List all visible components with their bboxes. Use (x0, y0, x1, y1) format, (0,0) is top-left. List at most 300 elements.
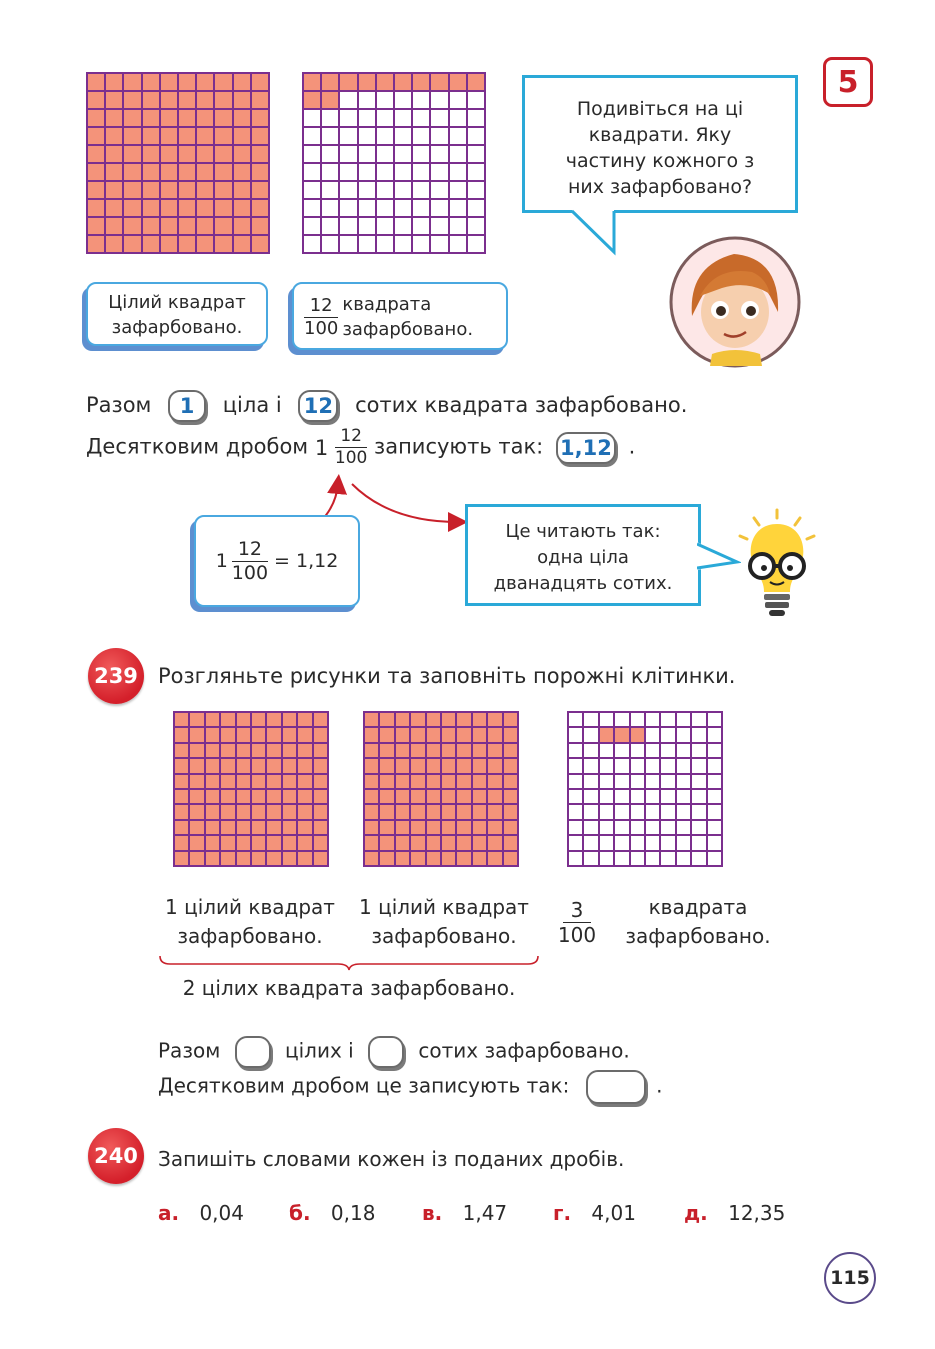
grid-cell (504, 821, 519, 836)
grid-cell (314, 759, 329, 774)
grid-cell (569, 790, 584, 805)
card-fraction-value: $\frac{12}{100}$ (304, 294, 339, 339)
grid-cell (380, 821, 395, 836)
grid-cell (161, 110, 179, 128)
grid-cell (413, 164, 431, 182)
grid-cell (677, 790, 692, 805)
grid-cell (124, 164, 142, 182)
grid-cell (359, 74, 377, 92)
grid-cell (631, 821, 646, 836)
grid-cell (584, 775, 599, 790)
grid-cell (431, 164, 449, 182)
grid-cell (413, 92, 431, 110)
grid-cell (692, 790, 707, 805)
grid-cell (88, 74, 106, 92)
grid-cell (646, 836, 661, 851)
grid-cell (197, 236, 215, 254)
grid-cell (631, 836, 646, 851)
grid-cell (468, 146, 486, 164)
grid-cell (340, 110, 358, 128)
grid-cell (692, 836, 707, 851)
grid-cell (395, 74, 413, 92)
decimal-answer-box: 1,12 (556, 432, 616, 464)
grid-cell (106, 236, 124, 254)
grid-cell (504, 805, 519, 820)
grid-cell (413, 110, 431, 128)
grid-cell (124, 74, 142, 92)
grid-cell (450, 200, 468, 218)
grid-cell (661, 759, 676, 774)
grid-cell (124, 92, 142, 110)
exercise-239-decimal-line: Десятковим дробом це записують так: . (158, 1070, 662, 1104)
grid-cell (431, 200, 449, 218)
grid-cell (488, 805, 503, 820)
grid-cell (396, 728, 411, 743)
grid-cell (88, 146, 106, 164)
grid-cell (413, 200, 431, 218)
grid-cell (161, 200, 179, 218)
grid-cell (692, 821, 707, 836)
grid-cell (708, 790, 723, 805)
grid-cell (692, 805, 707, 820)
grid-cell (431, 110, 449, 128)
grid-cell (413, 218, 431, 236)
grid-cell (237, 836, 252, 851)
grid-cell (206, 744, 221, 759)
grid-cell (237, 790, 252, 805)
grid-cell (252, 74, 270, 92)
grid-cell (304, 146, 322, 164)
grid-cell (473, 805, 488, 820)
grid-cell (457, 821, 472, 836)
grid-cell (283, 821, 298, 836)
grid-cell (431, 218, 449, 236)
grid-cell (677, 836, 692, 851)
card-whole-text: Цілий квадрат зафарбовано. (108, 292, 246, 338)
grid-cell (646, 759, 661, 774)
grid-cell (569, 775, 584, 790)
grid-cell (457, 836, 472, 851)
grid-cell (298, 836, 313, 851)
grid-cell (215, 128, 233, 146)
option-e: д. 12,35 (684, 1201, 786, 1225)
intro-line-decimal: Десятковим дробом 1 $\frac{12}{100}$ записують так: 1,12 . (86, 426, 636, 468)
grid-cell (283, 790, 298, 805)
grid-cell (304, 236, 322, 254)
decimal-answer-input[interactable] (586, 1070, 646, 1104)
grid-cell (179, 92, 197, 110)
grid-cell (488, 836, 503, 851)
grid-cell (395, 92, 413, 110)
grid-cell (377, 200, 395, 218)
grid-cell (179, 218, 197, 236)
grid-cell (252, 128, 270, 146)
grid-cell (631, 805, 646, 820)
grid-cell (431, 146, 449, 164)
grid-cell (206, 852, 221, 867)
grid-cell (569, 713, 584, 728)
grid-cell (267, 728, 282, 743)
grid-cell (161, 146, 179, 164)
grid-cell (190, 759, 205, 774)
grid-cell (708, 759, 723, 774)
grid-cell (468, 200, 486, 218)
grid-cell (677, 744, 692, 759)
grid-cell (340, 218, 358, 236)
grid-cell (442, 775, 457, 790)
intro-line-total: Разом 1 ціла і 12 сотих квадрата зафарбовано. (86, 390, 687, 422)
grid-cell (450, 182, 468, 200)
grid-cell (124, 200, 142, 218)
grid-cell (646, 821, 661, 836)
grid-cell (237, 744, 252, 759)
grid-cell (252, 92, 270, 110)
grid-cell (215, 236, 233, 254)
grid-cell (380, 852, 395, 867)
grid-cell (237, 821, 252, 836)
grid-cell (584, 759, 599, 774)
reading-bubble: Це читають так: одна ціла дванадцять сотих. (465, 504, 701, 606)
grid-cell (283, 805, 298, 820)
grid-cell (252, 713, 267, 728)
grid-cell (314, 852, 329, 867)
grid-cell (215, 146, 233, 164)
grid-cell (365, 775, 380, 790)
grid-cell (380, 836, 395, 851)
grid-cell (161, 218, 179, 236)
grid-cell (600, 744, 615, 759)
grid-cell (179, 74, 197, 92)
grid-cell (468, 218, 486, 236)
grid-cell (252, 805, 267, 820)
grid-cell (411, 852, 426, 867)
grid-cell (175, 744, 190, 759)
grid-cell (365, 744, 380, 759)
grid-cell (569, 836, 584, 851)
grid-cell (396, 852, 411, 867)
grid-cell (298, 713, 313, 728)
grid-cell (252, 852, 267, 867)
exercise-239-instruction: Розгляньте рисунки та заповніть порожні клітинки. (158, 664, 736, 688)
grid-cell (615, 852, 630, 867)
grid-cell (661, 805, 676, 820)
grid-cell (314, 821, 329, 836)
grid-cell (442, 744, 457, 759)
grid-cell (473, 775, 488, 790)
grid-cell (377, 218, 395, 236)
grid-cell (615, 775, 630, 790)
grid-cell (411, 836, 426, 851)
grid-cell (450, 110, 468, 128)
grid-cell (450, 74, 468, 92)
grid-cell (124, 182, 142, 200)
option-a: а. 0,04 (158, 1201, 244, 1225)
grid-cell (359, 218, 377, 236)
grid-cell (267, 790, 282, 805)
grid-cell (661, 836, 676, 851)
grid-cell (234, 92, 252, 110)
grid-cell (143, 164, 161, 182)
grid-cell (411, 728, 426, 743)
grid-cell (267, 713, 282, 728)
grid-cell (143, 74, 161, 92)
chapter-number: 5 (837, 64, 859, 100)
grid-cell (234, 164, 252, 182)
grid-cell (395, 218, 413, 236)
grid-cell (206, 805, 221, 820)
girl-avatar (662, 236, 808, 370)
grid-cell (215, 218, 233, 236)
grid-cell (442, 821, 457, 836)
grid-cell (600, 836, 615, 851)
grid-cell (88, 92, 106, 110)
grid-cell (600, 728, 615, 743)
grid-cell (252, 790, 267, 805)
grid-cell (190, 713, 205, 728)
grid-cell (377, 164, 395, 182)
grid-cell (252, 821, 267, 836)
grid-cell (600, 852, 615, 867)
grid-cell (377, 182, 395, 200)
grid-cell (252, 775, 267, 790)
grid-cell (442, 790, 457, 805)
grid-cell (221, 790, 236, 805)
grid-cell (221, 759, 236, 774)
grid-cell (215, 92, 233, 110)
grid-cell (237, 759, 252, 774)
grid-cell (197, 146, 215, 164)
grid-cell (215, 200, 233, 218)
grid-cell (252, 182, 270, 200)
grid-cell (234, 236, 252, 254)
grid-cell (298, 775, 313, 790)
grid-cell (143, 182, 161, 200)
grid-cell (161, 92, 179, 110)
grid-cell (600, 713, 615, 728)
grid-cell (615, 713, 630, 728)
grid-cell (237, 713, 252, 728)
grid-cell (677, 821, 692, 836)
grid-cell (267, 852, 282, 867)
grid-cell (646, 775, 661, 790)
grid-cell (237, 852, 252, 867)
grid-cell (175, 821, 190, 836)
option-b: б. 0,18 (289, 1201, 376, 1225)
grid-cell (206, 775, 221, 790)
grid-cell (584, 713, 599, 728)
grid-cell (304, 182, 322, 200)
grid-cell (615, 744, 630, 759)
chapter-badge (823, 57, 873, 107)
grid-cell (396, 713, 411, 728)
grid-cell (584, 790, 599, 805)
grid-cell (413, 236, 431, 254)
grid-cell (631, 759, 646, 774)
grid-cell (234, 200, 252, 218)
grid-cell (106, 74, 124, 92)
grid-cell (267, 836, 282, 851)
grid-cell (190, 775, 205, 790)
grid-cell (252, 836, 267, 851)
grid-cell (322, 110, 340, 128)
grid-cell (569, 821, 584, 836)
grid-cell (365, 759, 380, 774)
grid-cell (88, 236, 106, 254)
grid-cell (457, 728, 472, 743)
whole-count-box: 1 (168, 390, 206, 422)
grid-cell (473, 790, 488, 805)
grid-cell (708, 713, 723, 728)
equation-card: 1 $\frac{12}{100}$ = 1,12 (194, 515, 360, 607)
grid-cell (411, 821, 426, 836)
whole-count-input[interactable] (235, 1036, 271, 1068)
grid-cell (380, 805, 395, 820)
label-239-second: 1 цілий квадрат зафарбовано. (359, 895, 529, 948)
grid-cell (431, 182, 449, 200)
grid-cell (298, 852, 313, 867)
grid-cell (692, 759, 707, 774)
grid-cell (473, 759, 488, 774)
grid-cell (692, 775, 707, 790)
grid-cell (450, 164, 468, 182)
grid-cell (359, 200, 377, 218)
grid-cell (175, 728, 190, 743)
brace-label: 2 цілих квадрата зафарбовано. (182, 976, 516, 1000)
grid-cell (252, 200, 270, 218)
grid-cell (359, 182, 377, 200)
grid-cell (283, 775, 298, 790)
grid-cell (377, 92, 395, 110)
grid-cell (395, 110, 413, 128)
grid-cell (661, 728, 676, 743)
grid-cell (237, 775, 252, 790)
grid-cell (584, 744, 599, 759)
grid-cell (234, 182, 252, 200)
grid-cell (237, 728, 252, 743)
grid-cell (442, 836, 457, 851)
grid-cell (569, 744, 584, 759)
grid-cell (615, 821, 630, 836)
grid-cell (677, 728, 692, 743)
exercise-239-badge: 239 (88, 648, 144, 704)
grid-cell (457, 852, 472, 867)
grid-cell (661, 744, 676, 759)
grid-cell (206, 836, 221, 851)
grid-cell (380, 790, 395, 805)
grid-cell (322, 128, 340, 146)
grid-cell (215, 110, 233, 128)
grid-cell (283, 852, 298, 867)
grid-cell (677, 805, 692, 820)
grid-cell (304, 164, 322, 182)
grid-cell (234, 128, 252, 146)
grid-cell (314, 744, 329, 759)
grid-cell (106, 128, 124, 146)
grid-cell (221, 821, 236, 836)
grid-cell (221, 775, 236, 790)
grid-cell (442, 713, 457, 728)
grid-cell (304, 92, 322, 110)
grid-cell (504, 728, 519, 743)
grid-cell (314, 713, 329, 728)
grid-cell (450, 218, 468, 236)
grid-cell (143, 92, 161, 110)
grid-cell (304, 200, 322, 218)
grid-cell (600, 775, 615, 790)
grid-cell (615, 790, 630, 805)
grid-cell (646, 728, 661, 743)
grid-cell (600, 759, 615, 774)
grid-cell (380, 728, 395, 743)
grid-cell (322, 236, 340, 254)
grid-cell (197, 74, 215, 92)
hundredths-count-input[interactable] (368, 1036, 404, 1068)
grid-cell (411, 713, 426, 728)
grid-cell (380, 744, 395, 759)
grid-cell (504, 713, 519, 728)
grid-cell (314, 790, 329, 805)
grid-cell (427, 790, 442, 805)
grid-cell (106, 200, 124, 218)
grid-cell (450, 128, 468, 146)
grid-cell (322, 164, 340, 182)
grid-cell (234, 74, 252, 92)
grid-cell (221, 836, 236, 851)
grid-cell (468, 128, 486, 146)
grid-cell (252, 146, 270, 164)
grid-cell (340, 164, 358, 182)
grid-cell (215, 164, 233, 182)
grid-cell (396, 805, 411, 820)
page-number: 115 (824, 1252, 876, 1304)
grid-cell (631, 775, 646, 790)
grid-cell (221, 852, 236, 867)
grid-cell (267, 759, 282, 774)
grid-cell (377, 74, 395, 92)
card-fraction-text: квадрата зафарбовано. (342, 294, 474, 340)
grid-cell (88, 200, 106, 218)
grid-cell (488, 790, 503, 805)
grid-cell (206, 790, 221, 805)
grid-cell (190, 790, 205, 805)
grid-cell (197, 200, 215, 218)
grid-cell (190, 852, 205, 867)
grid-cell (143, 236, 161, 254)
grid-cell (488, 821, 503, 836)
grid-cell (380, 775, 395, 790)
grid-cell (488, 852, 503, 867)
grid-cell (237, 805, 252, 820)
grid-cell (377, 110, 395, 128)
grid-cell (631, 713, 646, 728)
grid-cell (298, 744, 313, 759)
grid-cell (283, 759, 298, 774)
grid-cell (340, 236, 358, 254)
grid-cell (615, 759, 630, 774)
option-c: в. 1,47 (422, 1201, 508, 1225)
grid-cell (252, 218, 270, 236)
grid-cell (377, 146, 395, 164)
grid-cell (322, 182, 340, 200)
grid-cell (677, 759, 692, 774)
grid-cell (468, 236, 486, 254)
grid-cell (600, 805, 615, 820)
grid-cell (661, 790, 676, 805)
exercise-239-total-line: Разом цілих і сотих зафарбовано. (158, 1036, 630, 1068)
grid-cell (708, 744, 723, 759)
grid-cell (380, 713, 395, 728)
grid-cell (221, 805, 236, 820)
